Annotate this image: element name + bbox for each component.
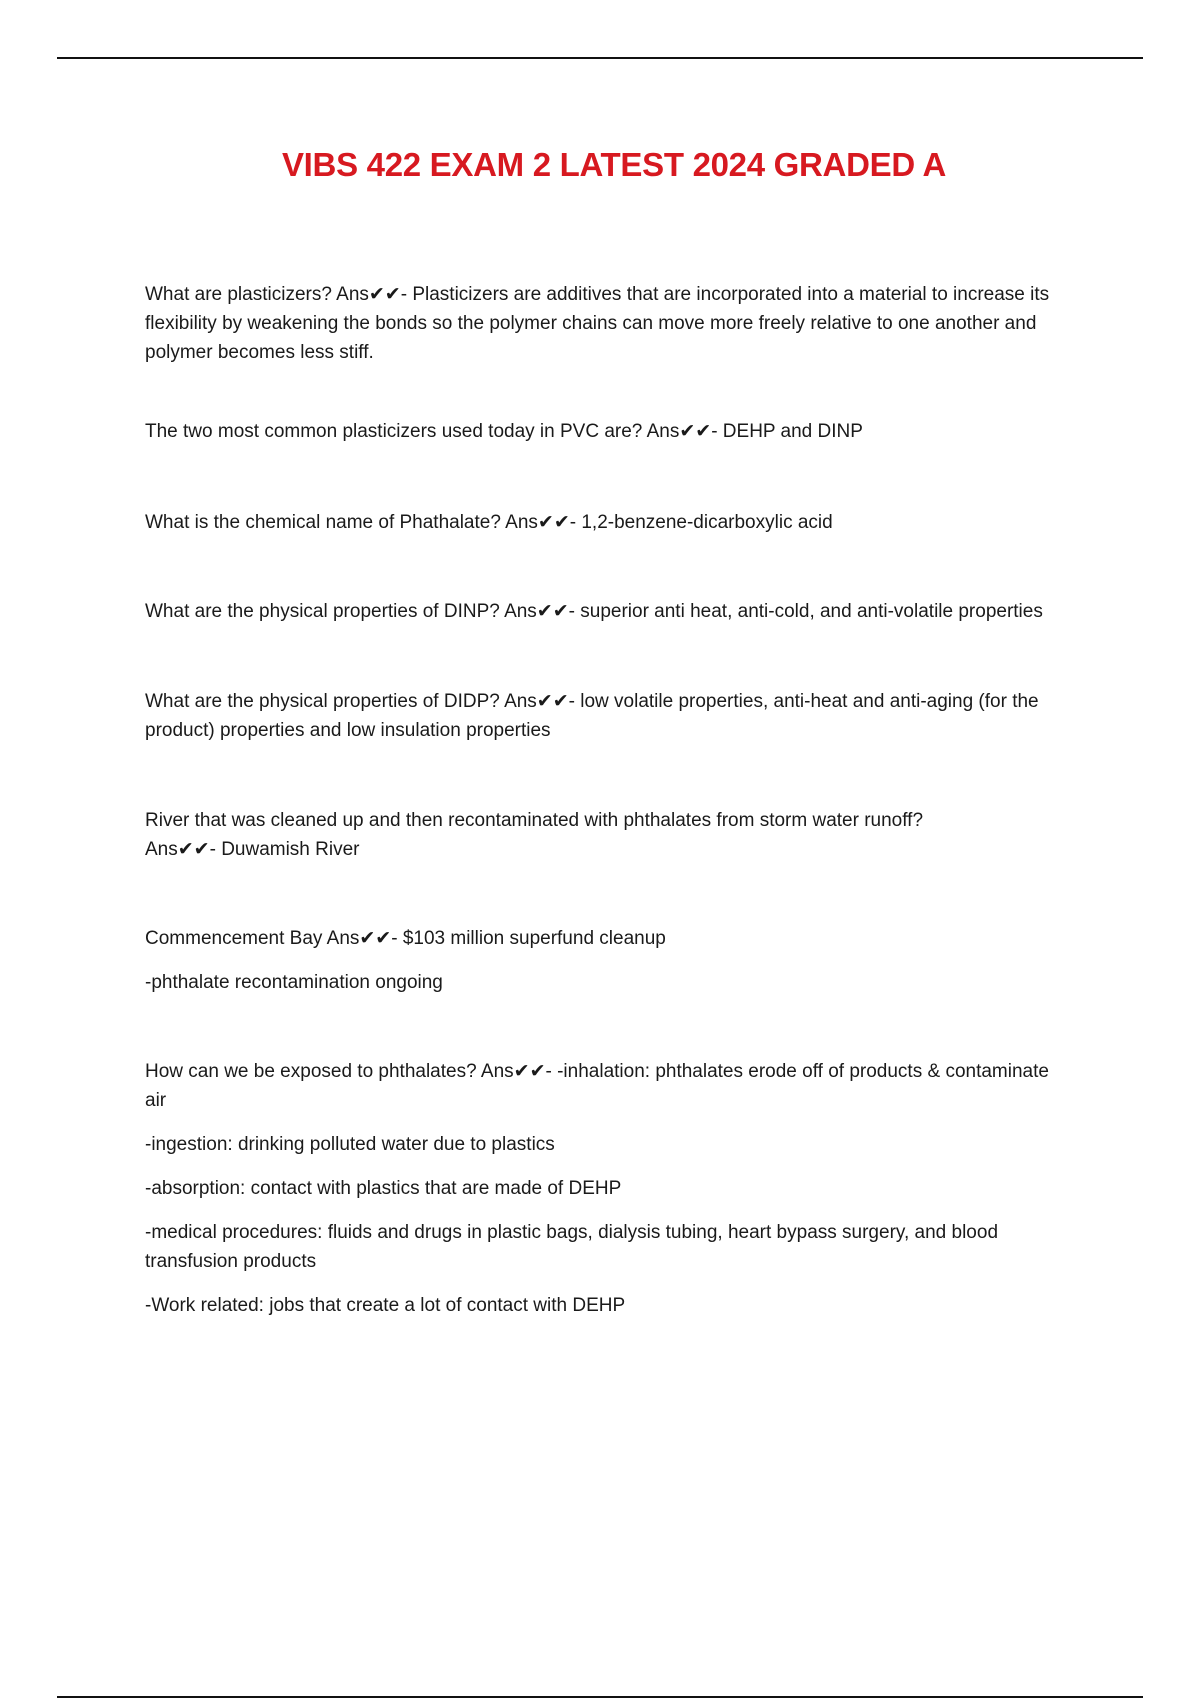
answer-text: 1,2-benzene-dicarboxylic acid xyxy=(581,512,833,533)
qa-item xyxy=(145,508,1075,537)
qa-list xyxy=(145,280,1075,1320)
document-title: VIBS 422 EXAM 2 LATEST 2024 GRADED A xyxy=(281,146,947,183)
qa-paragraph xyxy=(145,417,1075,446)
answer-marker: Ans✔✔- xyxy=(504,691,581,712)
answer-text: Plasticizers are additives that are incorporated into a material to increase its flexibility by weakening the bonds so the polymer chains can move more freely relative to one another and polymer becomes less stiff. xyxy=(145,284,1050,363)
qa-item xyxy=(145,280,1075,367)
qa-item xyxy=(145,597,1075,626)
top-rule xyxy=(57,57,1143,59)
question-text: River that was cleaned up and then recontaminated with phthalates from storm water runoff? xyxy=(145,810,924,831)
question-text: How can we be exposed to phthalates? xyxy=(145,1061,481,1082)
question-text: What are the physical properties of DINP? xyxy=(145,601,505,622)
qa-item xyxy=(145,806,1075,864)
qa-item xyxy=(145,687,1075,745)
answer-text: superior anti heat, anti-cold, and anti-volatile properties xyxy=(580,601,1043,622)
qa-paragraph xyxy=(145,508,1075,537)
bottom-rule xyxy=(57,1696,1143,1698)
answer-marker: Ans✔✔- xyxy=(480,1061,558,1082)
answer-line: -Work related: jobs that create a lot of contact with DEHP xyxy=(145,1295,626,1316)
qa-paragraph xyxy=(145,687,1075,745)
question-text: What are the physical properties of DIDP? xyxy=(145,691,505,712)
answer-marker: Ans✔✔- xyxy=(646,421,723,442)
answer-line: -absorption: contact with plastics that are made of DEHP xyxy=(145,1178,622,1199)
qa-paragraph xyxy=(145,1057,1075,1115)
answer-line: -phthalate recontamination ongoing xyxy=(145,972,443,993)
qa-paragraph xyxy=(145,924,1075,953)
answer-line: -medical procedures: fluids and drugs in plastic bags, dialysis tubing, heart bypass surgery, and blood transfusion products xyxy=(145,1222,999,1272)
qa-item xyxy=(145,417,1075,446)
answer-marker: Ans✔✔- xyxy=(336,284,413,305)
qa-item xyxy=(145,924,1075,997)
answer-marker: Ans✔✔- xyxy=(504,601,581,622)
answer-marker: Ans✔✔- xyxy=(505,512,582,533)
qa-item xyxy=(145,1057,1075,1320)
qa-paragraph xyxy=(145,280,1075,367)
answer-text: DEHP and DINP xyxy=(722,421,863,442)
qa-paragraph xyxy=(145,597,1075,626)
answer-text: $103 million superfund cleanup xyxy=(402,928,666,949)
question-text: The two most common plasticizers used today in PVC are? xyxy=(145,421,647,442)
answer-marker: Ans✔✔- xyxy=(326,928,403,949)
answer-text: -inhalation: phthalates erode off of products & contaminate air xyxy=(145,1061,1049,1111)
qa-paragraph xyxy=(145,806,945,864)
question-text: Commencement Bay xyxy=(145,928,327,949)
answer-marker: Ans✔✔- xyxy=(145,839,222,860)
answer-text: low volatile properties, anti-heat and anti-aging (for the product) properties and low insulation properties xyxy=(145,691,1039,741)
answer-text: Duwamish River xyxy=(221,839,360,860)
question-text: What are plasticizers? xyxy=(145,284,337,305)
answer-line: -ingestion: drinking polluted water due to plastics xyxy=(145,1134,555,1155)
question-text: What is the chemical name of Phathalate? xyxy=(145,512,506,533)
